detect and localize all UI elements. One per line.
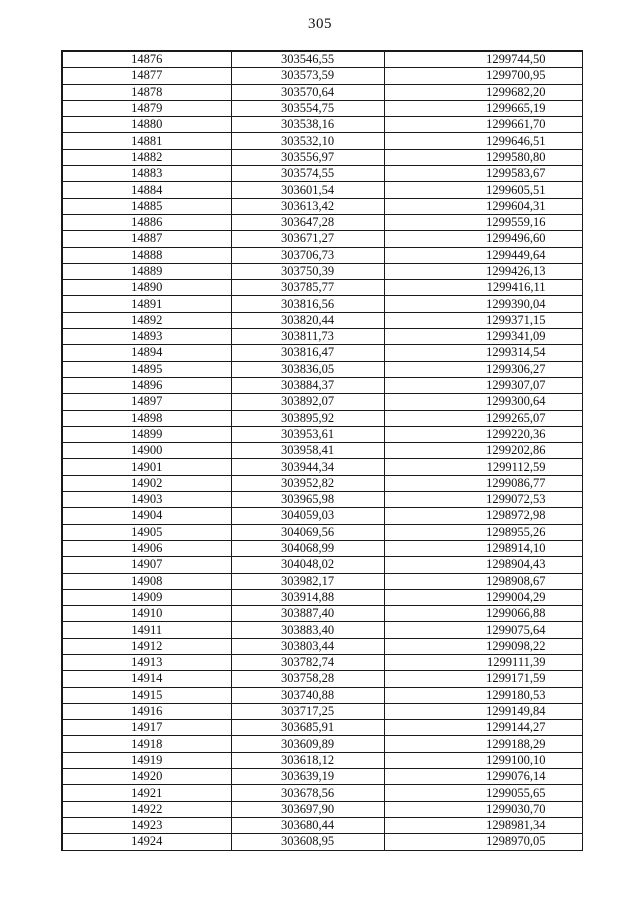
table-row xyxy=(62,492,582,508)
table-row xyxy=(62,638,582,654)
x-coordinate-cell: 303816,47 xyxy=(231,345,384,361)
point-number-cell: 14887 xyxy=(62,231,231,247)
x-coordinate-cell: 303680,44 xyxy=(231,817,384,833)
point-number-cell: 14920 xyxy=(62,769,231,785)
y-coordinate-cell: 1299416,11 xyxy=(384,280,582,296)
x-coordinate-cell: 303895,92 xyxy=(231,410,384,426)
table-row xyxy=(62,410,582,426)
point-number-cell: 14898 xyxy=(62,410,231,426)
point-number-cell: 14901 xyxy=(62,459,231,475)
point-number-cell: 14878 xyxy=(62,84,231,100)
x-coordinate-cell: 303647,28 xyxy=(231,214,384,230)
table-row xyxy=(62,214,582,230)
y-coordinate-cell: 1299180,53 xyxy=(384,687,582,703)
point-number-cell: 14914 xyxy=(62,671,231,687)
y-coordinate-cell: 1299188,29 xyxy=(384,736,582,752)
x-coordinate-cell: 303758,28 xyxy=(231,671,384,687)
y-coordinate-cell: 1299112,59 xyxy=(384,459,582,475)
y-coordinate-cell: 1299306,27 xyxy=(384,361,582,377)
point-number-cell: 14892 xyxy=(62,312,231,328)
page-number: 305 xyxy=(308,16,332,32)
table-row xyxy=(62,475,582,491)
x-coordinate-cell: 303952,82 xyxy=(231,475,384,491)
point-number-cell: 14907 xyxy=(62,557,231,573)
point-number-cell: 14899 xyxy=(62,426,231,442)
table-row xyxy=(62,182,582,198)
y-coordinate-cell: 1299744,50 xyxy=(384,51,582,68)
table-row xyxy=(62,198,582,214)
x-coordinate-cell: 303608,95 xyxy=(231,834,384,850)
x-coordinate-cell: 303574,55 xyxy=(231,166,384,182)
y-coordinate-cell: 1299066,88 xyxy=(384,606,582,622)
y-coordinate-cell: 1299265,07 xyxy=(384,410,582,426)
x-coordinate-cell: 303785,77 xyxy=(231,280,384,296)
table-row xyxy=(62,785,582,801)
table-row xyxy=(62,557,582,573)
point-number-cell: 14889 xyxy=(62,263,231,279)
y-coordinate-cell: 1298970,05 xyxy=(384,834,582,850)
y-coordinate-cell: 1299559,16 xyxy=(384,214,582,230)
table-row xyxy=(62,720,582,736)
y-coordinate-cell: 1299583,67 xyxy=(384,166,582,182)
table-row xyxy=(62,687,582,703)
y-coordinate-cell: 1299604,31 xyxy=(384,198,582,214)
y-coordinate-cell: 1298914,10 xyxy=(384,540,582,556)
y-coordinate-cell: 1299314,54 xyxy=(384,345,582,361)
table-row xyxy=(62,100,582,116)
table-row xyxy=(62,752,582,768)
y-coordinate-cell: 1299371,15 xyxy=(384,312,582,328)
y-coordinate-cell: 1299004,29 xyxy=(384,589,582,605)
x-coordinate-cell: 303618,12 xyxy=(231,752,384,768)
y-coordinate-cell: 1299580,80 xyxy=(384,149,582,165)
y-coordinate-cell: 1299496,60 xyxy=(384,231,582,247)
table-row xyxy=(62,817,582,833)
table-row xyxy=(62,280,582,296)
x-coordinate-cell: 303811,73 xyxy=(231,329,384,345)
point-number-cell: 14917 xyxy=(62,720,231,736)
y-coordinate-cell: 1299341,09 xyxy=(384,329,582,345)
x-coordinate-cell: 303782,74 xyxy=(231,654,384,670)
point-number-cell: 14900 xyxy=(62,443,231,459)
y-coordinate-cell: 1299111,39 xyxy=(384,654,582,670)
point-number-cell: 14908 xyxy=(62,573,231,589)
x-coordinate-cell: 304069,56 xyxy=(231,524,384,540)
table-row xyxy=(62,394,582,410)
table-row xyxy=(62,296,582,312)
table-row xyxy=(62,426,582,442)
point-number-cell: 14879 xyxy=(62,100,231,116)
table-row xyxy=(62,149,582,165)
x-coordinate-cell: 303750,39 xyxy=(231,263,384,279)
point-number-cell: 14893 xyxy=(62,329,231,345)
point-number-cell: 14881 xyxy=(62,133,231,149)
x-coordinate-cell: 303609,89 xyxy=(231,736,384,752)
y-coordinate-cell: 1299426,13 xyxy=(384,263,582,279)
x-coordinate-cell: 303556,97 xyxy=(231,149,384,165)
table-row xyxy=(62,459,582,475)
table-row xyxy=(62,801,582,817)
table-row xyxy=(62,263,582,279)
point-number-cell: 14877 xyxy=(62,68,231,84)
point-number-cell: 14888 xyxy=(62,247,231,263)
y-coordinate-cell: 1299171,59 xyxy=(384,671,582,687)
table-row xyxy=(62,573,582,589)
table-row xyxy=(62,622,582,638)
point-number-cell: 14894 xyxy=(62,345,231,361)
table-row xyxy=(62,443,582,459)
y-coordinate-cell: 1299307,07 xyxy=(384,377,582,393)
point-number-cell: 14916 xyxy=(62,703,231,719)
point-number-cell: 14884 xyxy=(62,182,231,198)
point-number-cell: 14880 xyxy=(62,117,231,133)
point-number-cell: 14915 xyxy=(62,687,231,703)
point-number-cell: 14885 xyxy=(62,198,231,214)
table-row xyxy=(62,117,582,133)
x-coordinate-cell: 304068,99 xyxy=(231,540,384,556)
y-coordinate-cell: 1299220,36 xyxy=(384,426,582,442)
x-coordinate-cell: 303884,37 xyxy=(231,377,384,393)
y-coordinate-cell: 1299202,86 xyxy=(384,443,582,459)
y-coordinate-cell: 1298908,67 xyxy=(384,573,582,589)
x-coordinate-cell: 303613,42 xyxy=(231,198,384,214)
point-number-cell: 14909 xyxy=(62,589,231,605)
x-coordinate-cell: 303965,98 xyxy=(231,492,384,508)
x-coordinate-cell: 303883,40 xyxy=(231,622,384,638)
point-number-cell: 14912 xyxy=(62,638,231,654)
table-row xyxy=(62,540,582,556)
x-coordinate-cell: 303958,41 xyxy=(231,443,384,459)
point-number-cell: 14882 xyxy=(62,149,231,165)
y-coordinate-cell: 1299665,19 xyxy=(384,100,582,116)
point-number-cell: 14919 xyxy=(62,752,231,768)
point-number-cell: 14890 xyxy=(62,280,231,296)
table-row xyxy=(62,654,582,670)
x-coordinate-cell: 303836,05 xyxy=(231,361,384,377)
x-coordinate-cell: 303982,17 xyxy=(231,573,384,589)
x-coordinate-cell: 303706,73 xyxy=(231,247,384,263)
x-coordinate-cell: 303953,61 xyxy=(231,426,384,442)
table-row xyxy=(62,606,582,622)
y-coordinate-cell: 1299646,51 xyxy=(384,133,582,149)
point-number-cell: 14886 xyxy=(62,214,231,230)
y-coordinate-cell: 1299100,10 xyxy=(384,752,582,768)
point-number-cell: 14913 xyxy=(62,654,231,670)
y-coordinate-cell: 1298981,34 xyxy=(384,817,582,833)
point-number-cell: 14897 xyxy=(62,394,231,410)
x-coordinate-cell: 304059,03 xyxy=(231,508,384,524)
table-row xyxy=(62,589,582,605)
x-coordinate-cell: 303740,88 xyxy=(231,687,384,703)
point-number-cell: 14924 xyxy=(62,834,231,850)
table-row xyxy=(62,84,582,100)
y-coordinate-cell: 1298904,43 xyxy=(384,557,582,573)
point-number-cell: 14891 xyxy=(62,296,231,312)
y-coordinate-cell: 1298955,26 xyxy=(384,524,582,540)
point-number-cell: 14922 xyxy=(62,801,231,817)
x-coordinate-cell: 303944,34 xyxy=(231,459,384,475)
x-coordinate-cell: 303639,19 xyxy=(231,769,384,785)
x-coordinate-cell: 303601,54 xyxy=(231,182,384,198)
table-row xyxy=(62,671,582,687)
table-row xyxy=(62,508,582,524)
y-coordinate-cell: 1299605,51 xyxy=(384,182,582,198)
x-coordinate-cell: 303532,10 xyxy=(231,133,384,149)
table-row xyxy=(62,703,582,719)
table-row xyxy=(62,312,582,328)
table-row xyxy=(62,231,582,247)
y-coordinate-cell: 1298972,98 xyxy=(384,508,582,524)
point-number-cell: 14895 xyxy=(62,361,231,377)
point-number-cell: 14896 xyxy=(62,377,231,393)
table-row xyxy=(62,68,582,84)
point-number-cell: 14911 xyxy=(62,622,231,638)
y-coordinate-cell: 1299098,22 xyxy=(384,638,582,654)
x-coordinate-cell: 303816,56 xyxy=(231,296,384,312)
table-row xyxy=(62,133,582,149)
point-number-cell: 14905 xyxy=(62,524,231,540)
x-coordinate-cell: 303570,64 xyxy=(231,84,384,100)
coordinates-table xyxy=(61,50,583,851)
table-row xyxy=(62,834,582,850)
point-number-cell: 14921 xyxy=(62,785,231,801)
y-coordinate-cell: 1299682,20 xyxy=(384,84,582,100)
y-coordinate-cell: 1299076,14 xyxy=(384,769,582,785)
x-coordinate-cell: 303803,44 xyxy=(231,638,384,654)
y-coordinate-cell: 1299700,95 xyxy=(384,68,582,84)
y-coordinate-cell: 1299149,84 xyxy=(384,703,582,719)
x-coordinate-cell: 303538,16 xyxy=(231,117,384,133)
x-coordinate-cell: 303717,25 xyxy=(231,703,384,719)
point-number-cell: 14923 xyxy=(62,817,231,833)
y-coordinate-cell: 1299661,70 xyxy=(384,117,582,133)
point-number-cell: 14903 xyxy=(62,492,231,508)
x-coordinate-cell: 303820,44 xyxy=(231,312,384,328)
x-coordinate-cell: 303685,91 xyxy=(231,720,384,736)
y-coordinate-cell: 1299390,04 xyxy=(384,296,582,312)
point-number-cell: 14904 xyxy=(62,508,231,524)
table-row xyxy=(62,329,582,345)
point-number-cell: 14918 xyxy=(62,736,231,752)
y-coordinate-cell: 1299055,65 xyxy=(384,785,582,801)
point-number-cell: 14906 xyxy=(62,540,231,556)
point-number-cell: 14876 xyxy=(62,51,231,68)
y-coordinate-cell: 1299075,64 xyxy=(384,622,582,638)
y-coordinate-cell: 1299300,64 xyxy=(384,394,582,410)
x-coordinate-cell: 303697,90 xyxy=(231,801,384,817)
table-row xyxy=(62,247,582,263)
coordinates-table-body xyxy=(62,51,582,850)
table-row xyxy=(62,361,582,377)
y-coordinate-cell: 1299072,53 xyxy=(384,492,582,508)
x-coordinate-cell: 303573,59 xyxy=(231,68,384,84)
table-row xyxy=(62,51,582,68)
y-coordinate-cell: 1299086,77 xyxy=(384,475,582,491)
x-coordinate-cell: 303887,40 xyxy=(231,606,384,622)
x-coordinate-cell: 303892,07 xyxy=(231,394,384,410)
x-coordinate-cell: 303914,88 xyxy=(231,589,384,605)
table-row xyxy=(62,377,582,393)
table-row xyxy=(62,524,582,540)
x-coordinate-cell: 303546,55 xyxy=(231,51,384,68)
x-coordinate-cell: 303671,27 xyxy=(231,231,384,247)
point-number-cell: 14883 xyxy=(62,166,231,182)
point-number-cell: 14902 xyxy=(62,475,231,491)
y-coordinate-cell: 1299144,27 xyxy=(384,720,582,736)
table-row xyxy=(62,345,582,361)
y-coordinate-cell: 1299030,70 xyxy=(384,801,582,817)
table-row xyxy=(62,166,582,182)
x-coordinate-cell: 303678,56 xyxy=(231,785,384,801)
x-coordinate-cell: 304048,02 xyxy=(231,557,384,573)
y-coordinate-cell: 1299449,64 xyxy=(384,247,582,263)
table-row xyxy=(62,736,582,752)
table-row xyxy=(62,769,582,785)
point-number-cell: 14910 xyxy=(62,606,231,622)
x-coordinate-cell: 303554,75 xyxy=(231,100,384,116)
